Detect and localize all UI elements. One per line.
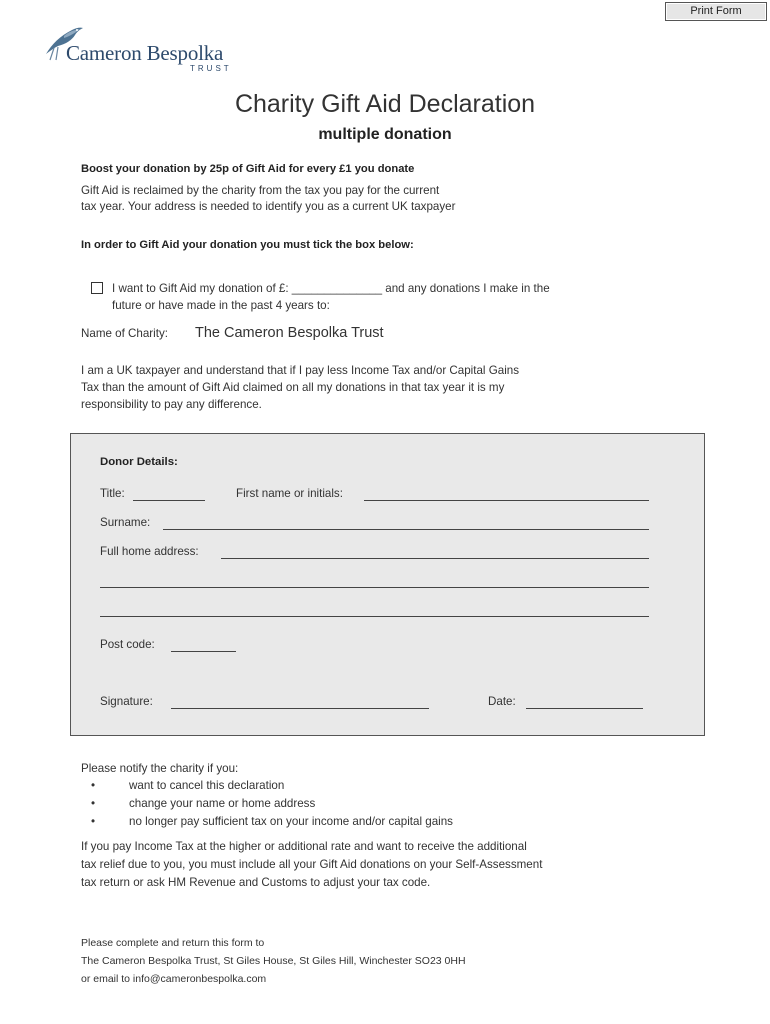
print-form-button[interactable]: Print Form [665, 2, 767, 21]
address-field-1[interactable] [221, 558, 649, 559]
notify-item-2: change your name or home address [129, 797, 316, 810]
declaration-line-2: future or have made in the past 4 years to: [112, 299, 330, 312]
page-title: Charity Gift Aid Declaration [234, 90, 536, 118]
surname-label: Surname: [100, 516, 151, 529]
charity-label: Name of Charity: [81, 327, 168, 340]
postcode-label: Post code: [100, 638, 155, 651]
first-name-label: First name or initials: [236, 487, 343, 500]
bullet-3: • [91, 815, 96, 828]
higher-rate-line-2: tax relief due to you, you must include all your Gift Aid donations on your Self-Assessment [81, 858, 543, 871]
first-name-field[interactable] [364, 500, 649, 501]
address-field-2[interactable] [100, 587, 649, 588]
logo-name: Cameron Bespolka [66, 41, 224, 65]
higher-rate-line-1: If you pay Income Tax at the higher or additional rate and want to receive the additional [81, 840, 527, 853]
bullet-2: • [91, 797, 96, 810]
signature-label: Signature: [100, 695, 153, 708]
postcode-field[interactable] [171, 651, 236, 652]
declaration-line-1: I want to Gift Aid my donation of £: ______________ and any donations I make in the [112, 282, 550, 295]
notify-heading: Please notify the charity if you: [81, 762, 239, 775]
address-field-3[interactable] [100, 616, 649, 617]
intro-line-2: tax year. Your address is needed to identify you as a current UK taxpayer [81, 200, 456, 213]
date-label: Date: [488, 695, 516, 708]
title-field[interactable] [133, 500, 205, 501]
tick-instruction: In order to Gift Aid your donation you must tick the box below: [81, 239, 414, 251]
taxpayer-line-3: responsibility to pay any difference. [81, 398, 262, 411]
donor-heading: Donor Details: [100, 456, 178, 468]
gift-aid-checkbox[interactable] [91, 282, 103, 294]
notify-item-1: want to cancel this declaration [129, 779, 285, 792]
page-subtitle: multiple donation [318, 126, 452, 143]
charity-name: The Cameron Bespolka Trust [195, 325, 384, 341]
title-label: Title: [100, 487, 125, 500]
footer-email[interactable]: or email to info@cameronbespolka.com [81, 973, 267, 985]
donor-details-box [70, 433, 705, 736]
boost-heading: Boost your donation by 25p of Gift Aid for every £1 you donate [81, 163, 415, 175]
date-field[interactable] [526, 708, 643, 709]
bullet-1: • [91, 779, 96, 792]
logo-subtitle: TRUST [190, 64, 232, 73]
signature-field[interactable] [171, 708, 429, 709]
notify-item-3: no longer pay sufficient tax on your income and/or capital gains [129, 815, 453, 828]
footer-address: The Cameron Bespolka Trust, St Giles House, St Giles Hill, Winchester SO23 0HH [81, 955, 466, 967]
address-label: Full home address: [100, 545, 199, 558]
surname-field[interactable] [163, 529, 649, 530]
taxpayer-line-2: Tax than the amount of Gift Aid claimed on all my donations in that tax year it is my [81, 381, 505, 394]
intro-line-1: Gift Aid is reclaimed by the charity from the tax you pay for the current [81, 184, 440, 197]
footer-line-1: Please complete and return this form to [81, 937, 265, 949]
higher-rate-line-3: tax return or ask HM Revenue and Customs to adjust your tax code. [81, 876, 431, 889]
taxpayer-line-1: I am a UK taxpayer and understand that if I pay less Income Tax and/or Capital Gains [81, 364, 520, 377]
